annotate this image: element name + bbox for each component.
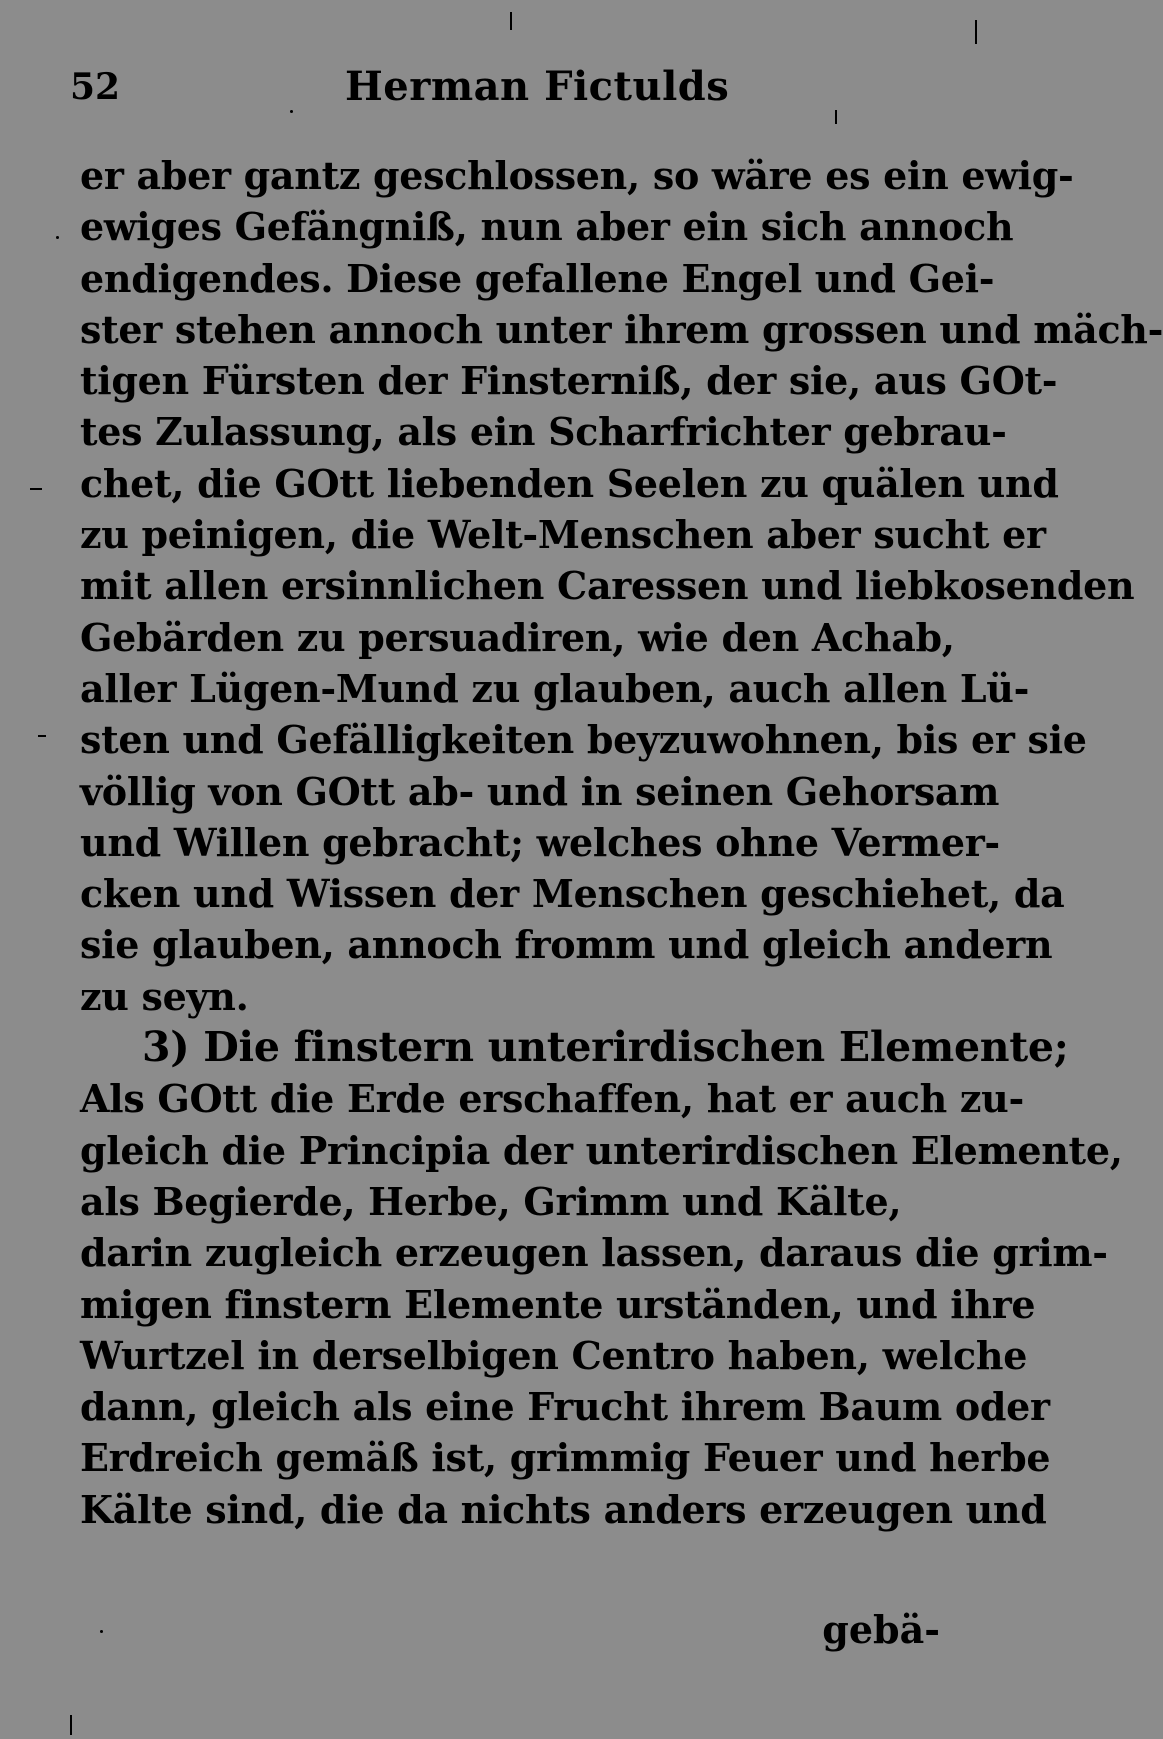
text-line: dann, gleich als eine Frucht ihrem Baum oder: [80, 1384, 1050, 1430]
text-line: Als GOtt die Erde erschaffen, hat er auch zu-: [80, 1076, 1024, 1122]
scan-speck: [56, 236, 59, 239]
text-line: völlig von GOtt ab- und in seinen Gehorsam: [80, 768, 1000, 814]
text-line: zu peinigen, die Welt-Menschen aber sucht er: [80, 512, 1046, 558]
page-header: [70, 62, 940, 112]
scan-speck: [510, 12, 512, 30]
text-line: zu seyn.: [80, 973, 249, 1019]
text-line: Gebärden zu persuadiren, wie den Achab,: [80, 614, 955, 660]
text-line: aller Lügen-Mund zu glauben, auch allen Lü-: [80, 665, 1030, 711]
scan-speck: [100, 1630, 103, 1633]
text-line: endigendes. Diese gefallene Engel und Gei-: [80, 255, 995, 301]
text-line: Wurtzel in derselbigen Centro haben, welche: [80, 1332, 1028, 1378]
text-line: tigen Fürsten der Finsterniß, der sie, aus GOt-: [80, 358, 1058, 404]
text-line: er aber gantz geschlossen, so wäre es ein ewig-: [80, 153, 1074, 198]
running-title: Herman Fictulds: [345, 63, 730, 110]
text-line: mit allen ersinnlichen Caressen und liebkosenden: [80, 563, 1135, 609]
catchword: gebä-: [822, 1607, 940, 1652]
text-line: und Willen gebracht; welches ohne Vermer-: [80, 819, 1000, 865]
text-line: darin zugleich erzeugen lassen, daraus die grim-: [80, 1230, 1108, 1276]
text-line: chet, die GOtt liebenden Seelen zu quälen und: [80, 460, 1059, 506]
text-line: sie glauben, annoch fromm und gleich andern: [80, 922, 1053, 968]
body-text: [80, 150, 1163, 1535]
text-line: Erdreich gemäß ist, grimmig Feuer und herbe: [80, 1435, 1051, 1481]
text-line: Kälte sind, die da nichts anders erzeugen und: [80, 1486, 1047, 1532]
scan-speck: [38, 735, 46, 737]
text-line: ewiges Gefängniß, nun aber ein sich annoch: [80, 204, 1014, 250]
text-line: tes Zulassung, als ein Scharfrichter gebrau-: [80, 409, 1007, 455]
text-line: cken und Wissen der Menschen geschiehet, da: [80, 871, 1065, 917]
text-line: migen finstern Elemente urständen, und ihre: [80, 1281, 1036, 1327]
section-heading: 3) Die finstern unterirdischen Elemente;: [142, 1023, 1069, 1072]
page-number: 52: [70, 66, 121, 108]
text-line: gleich die Principia der unterirdischen Elemente,: [80, 1127, 1123, 1173]
scan-speck: [290, 110, 293, 113]
text-line: als Begierde, Herbe, Grimm und Kälte,: [80, 1178, 902, 1224]
scan-speck: [30, 488, 42, 490]
scan-speck: [975, 20, 977, 44]
text-line: ster stehen annoch unter ihrem grossen und mäch-: [80, 306, 1163, 352]
scan-speck: [835, 110, 837, 124]
text-line: sten und Gefälligkeiten beyzuwohnen, bis er sie: [80, 717, 1087, 763]
scan-speck: [70, 1715, 72, 1735]
